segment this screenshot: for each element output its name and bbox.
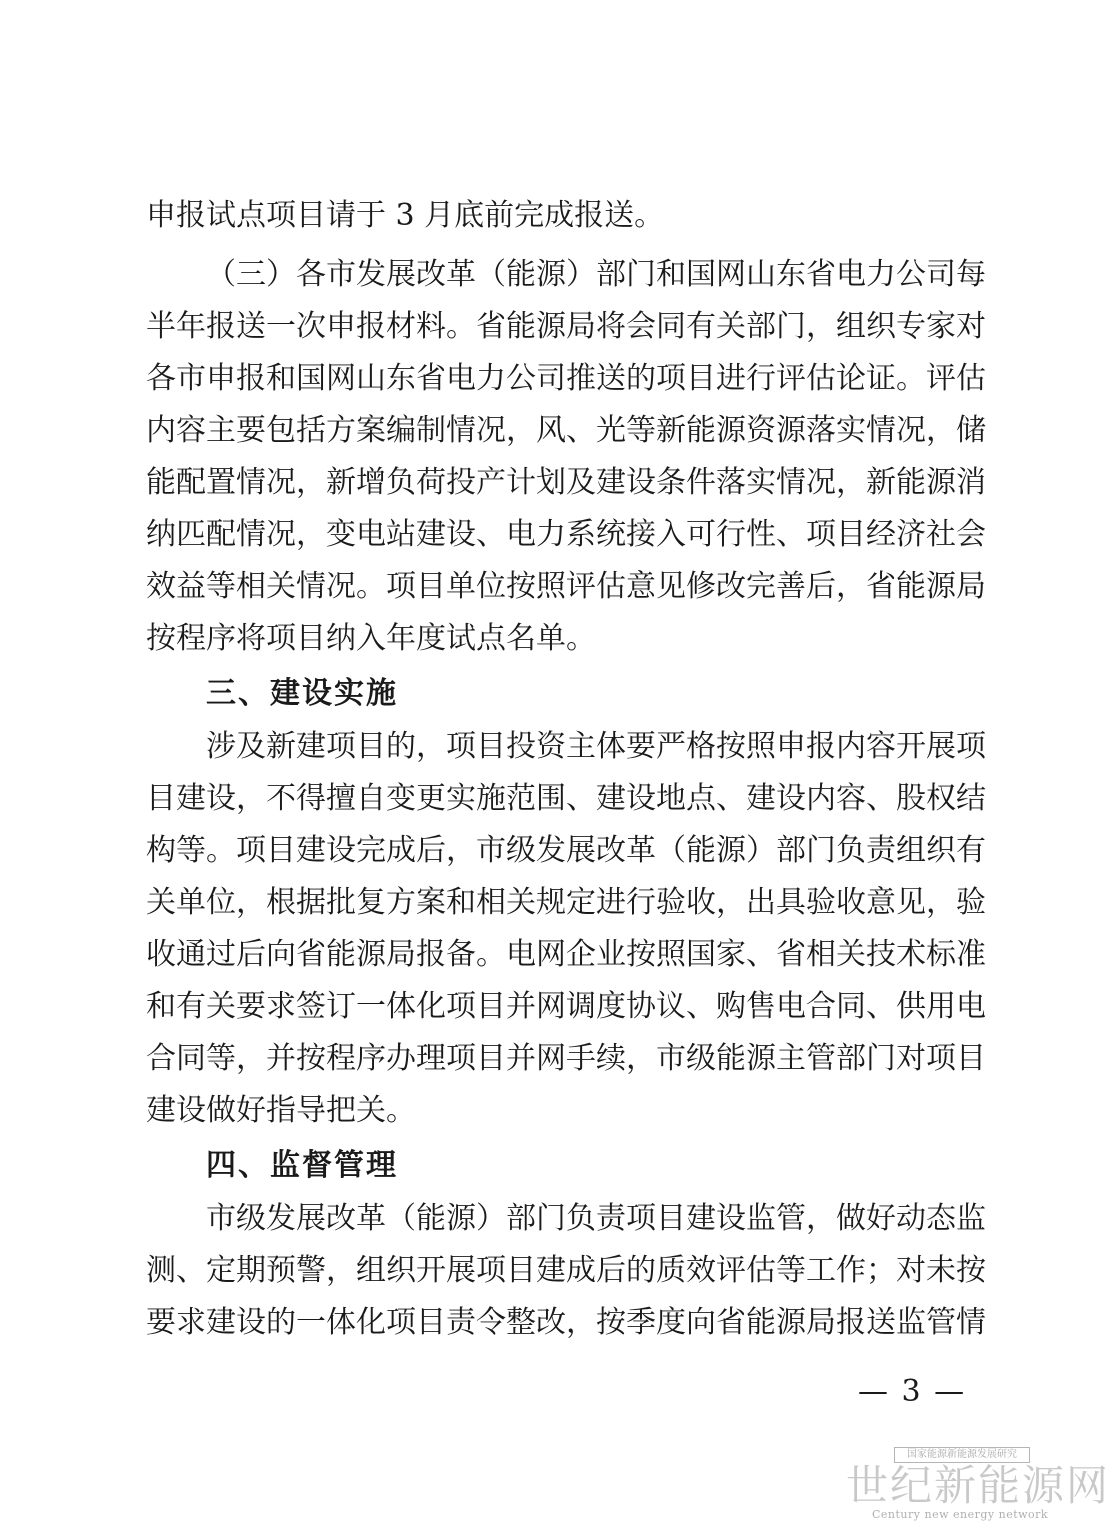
section-heading-construction: 三、建设实施 bbox=[206, 676, 398, 711]
text-line-14: 关单位，根据批复方案和相关规定进行验收，出具验收意见，验 bbox=[146, 885, 986, 920]
text-line-5: 内容主要包括方案编制情况，风、光等新能源资源落实情况，储 bbox=[146, 413, 986, 448]
text-line-1: 申报试点项目请于 3 月底前完成报送。 bbox=[146, 198, 665, 233]
text-line-17: 合同等，并按程序办理项目并网手续，市级能源主管部门对项目 bbox=[146, 1041, 986, 1076]
page-number: — 3 — bbox=[858, 1374, 967, 1409]
text-line-22: 要求建设的一体化项目责令整改，按季度向省能源局报送监管情 bbox=[146, 1305, 986, 1340]
text-line-7: 纳匹配情况，变电站建设、电力系统接入可行性、项目经济社会 bbox=[146, 517, 986, 552]
text-line-15: 收通过后向省能源局报备。电网企业按照国家、省相关技术标准 bbox=[146, 937, 986, 972]
text-line-4: 各市申报和国网山东省电力公司推送的项目进行评估论证。评估 bbox=[146, 361, 986, 396]
watermark-box-text: 国家能源新能源发展研究 bbox=[894, 1447, 1030, 1463]
text-line-18: 建设做好指导把关。 bbox=[146, 1093, 416, 1128]
text-line-11: 涉及新建项目的，项目投资主体要严格按照申报内容开展项 bbox=[206, 729, 986, 764]
text-line-3: 半年报送一次申报材料。省能源局将会同有关部门，组织专家对 bbox=[146, 309, 986, 344]
text-line-21: 测、定期预警，组织开展项目建成后的质效评估等工作；对未按 bbox=[146, 1253, 986, 1288]
text-line-16: 和有关要求签订一体化项目并网调度协议、购售电合同、供用电 bbox=[146, 989, 986, 1024]
text-line-20: 市级发展改革（能源）部门负责项目建设监管，做好动态监 bbox=[206, 1201, 986, 1236]
text-line-8: 效益等相关情况。项目单位按照评估意见修改完善后，省能源局 bbox=[146, 569, 986, 604]
watermark-sub-text: Century new energy network bbox=[872, 1508, 1049, 1521]
text-line-9: 按程序将项目纳入年度试点名单。 bbox=[146, 621, 596, 656]
text-line-6: 能配置情况，新增负荷投产计划及建设条件落实情况，新能源消 bbox=[146, 465, 986, 500]
section-heading-supervision: 四、监督管理 bbox=[206, 1148, 398, 1183]
text-line-12: 目建设，不得擅自变更实施范围、建设地点、建设内容、股权结 bbox=[146, 781, 986, 816]
text-line-2: （三）各市发展改革（能源）部门和国网山东省电力公司每 bbox=[206, 257, 986, 292]
watermark-logo-text: 世纪新能源网 bbox=[846, 1461, 1110, 1510]
text-line-13: 构等。项目建设完成后，市级发展改革（能源）部门负责组织有 bbox=[146, 833, 986, 868]
